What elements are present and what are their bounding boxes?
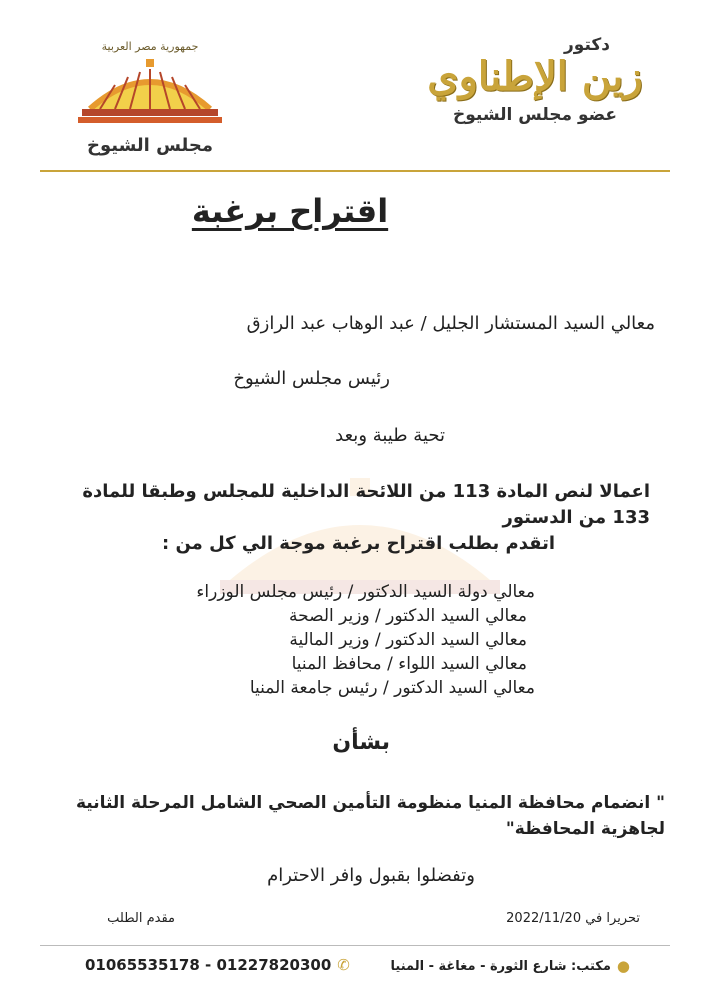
logo-caption: جمهورية مصر العربية [101, 40, 199, 53]
greeting: تحية طيبة وبعد [335, 425, 445, 446]
recipient-item: معالي السيد الدكتور / رئيس جامعة المنيا [249, 678, 535, 698]
addressee-position: رئيس مجلس الشيوخ [233, 368, 390, 389]
member-brand [420, 35, 650, 125]
phone-numbers [85, 956, 350, 974]
document-title: اقتراح برغبة [191, 192, 389, 230]
recipient-list [175, 580, 535, 700]
address-text: مكتب: شارع الثورة - مغاغة - المنيا [390, 958, 611, 974]
member-role: عضو مجلس الشيوخ [453, 105, 617, 125]
recipient-item: معالي السيد الدكتور / وزير الصحة [288, 606, 527, 626]
title-prefix: دكتور [564, 35, 610, 55]
addressee-line: معالي السيد المستشار الجليل / عبد الوهاب عبد الرازق [246, 313, 655, 334]
member-name: زين الإطناوي [427, 53, 643, 100]
office-address [391, 957, 630, 975]
recipient-item: معالي السيد الدكتور / وزير المالية [289, 630, 527, 650]
council-name: مجلس الشيوخ [86, 135, 214, 156]
dome-icon [70, 57, 230, 127]
submission-line: اتقدم بطلب اقتراح برغبة موجة الي كل من : [162, 533, 555, 554]
location-pin-icon: ● [616, 957, 630, 975]
intro-paragraph: اعمالا لنص المادة 113 من اللائحة الداخلية للمجلس وطبقا للمادة 133 من الدستور [82, 481, 650, 528]
footer-divider [40, 945, 670, 946]
phone-icon: ✆ [337, 956, 350, 974]
closing-line: وتفضلوا بقبول وافر الاحترام [267, 865, 475, 886]
recipient-item: معالي السيد اللواء / محافظ المنيا [291, 654, 527, 674]
senate-logo [70, 40, 230, 156]
applicant-label: مقدم الطلب [107, 911, 175, 926]
header-divider [40, 170, 670, 172]
regarding-heading: بشأن [332, 730, 390, 755]
phones-text: 01065535178 - 01227820300 [85, 956, 332, 974]
subject-paragraph: " انضمام محافظة المنيا منظومة التأمين الصحي الشامل المرحلة الثانية لجاهزية المحافظة" [75, 793, 665, 839]
date-label: تحريرا في 2022/11/20 [506, 911, 640, 926]
recipient-item: معالي دولة السيد الدكتور / رئيس مجلس الوزراء [196, 582, 535, 602]
